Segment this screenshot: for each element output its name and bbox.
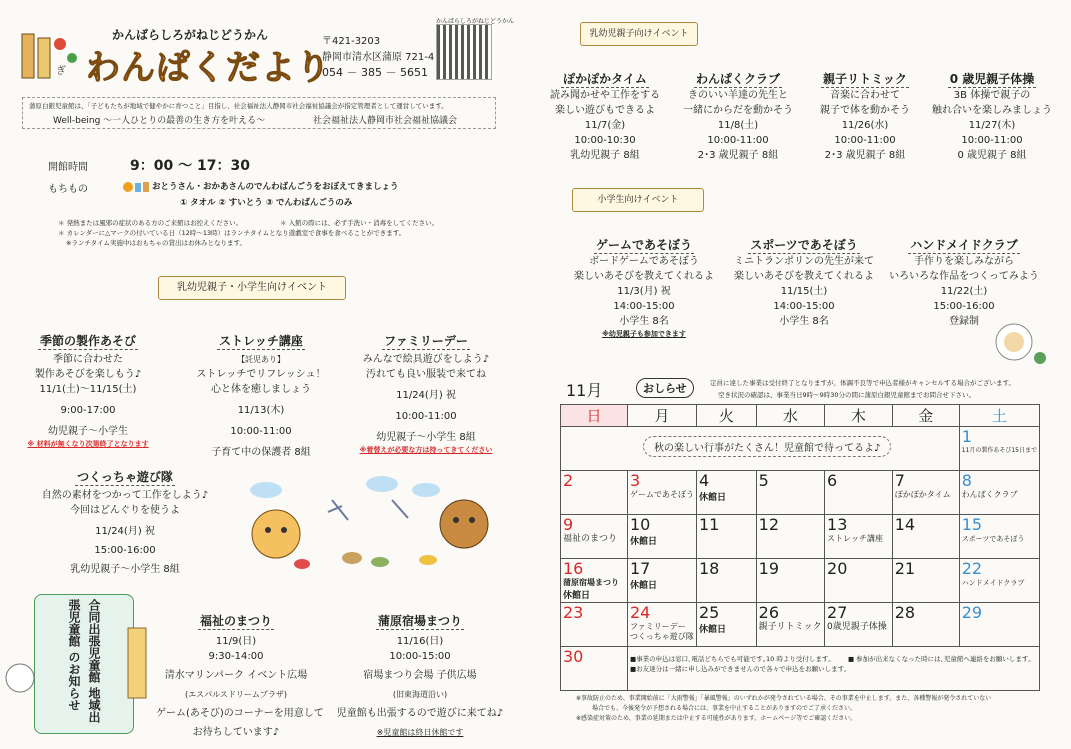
event-stretch xyxy=(176,330,346,460)
day-event: わんぱくクラブ xyxy=(961,490,1018,499)
event-sports xyxy=(724,234,884,329)
note-1: ＊ 発熱または風邪の症状のある方のご来館はお控えください。 xyxy=(58,219,243,227)
event-line: 触れ合いを楽しみましょう xyxy=(932,105,1052,116)
event-time: 10:00-11:00 xyxy=(834,135,896,146)
event-date: 11/26(水) xyxy=(841,120,889,131)
day-event: 蒲原宿場まつり xyxy=(563,578,619,587)
footer-note: 場合でも、今後発令が予想される場合には、事業を中止することがありますのでご了承ください。 xyxy=(592,705,857,712)
event-date: 11/22(土) xyxy=(940,286,988,297)
event-title: つくっちゃ遊び隊 xyxy=(77,470,173,484)
event-date: 11/7(金) xyxy=(584,120,626,131)
event-target: 乳幼児親子～小学生 8組 xyxy=(70,564,180,575)
day-cell[interactable] xyxy=(696,471,756,515)
intro-box xyxy=(22,97,496,129)
event-time: 14:00-15:00 xyxy=(613,301,675,312)
day-cell[interactable] xyxy=(627,603,696,647)
org-name: 社会福祉法人静岡市社会福祉協議会 xyxy=(313,116,458,126)
event-line: 楽しいあそびを教えてくれるよ xyxy=(574,271,714,282)
event-family-day xyxy=(346,330,506,455)
day-number: 3 xyxy=(629,471,641,490)
items-icon xyxy=(122,178,150,190)
event-target: 乳幼児親子 8組 xyxy=(570,150,640,161)
closed-day: 休館日 xyxy=(629,537,657,547)
day-number: 5 xyxy=(758,471,769,490)
day-number: 25 xyxy=(698,603,720,622)
event-title: 親子リトミック xyxy=(823,72,907,86)
day-cell[interactable] xyxy=(825,559,893,603)
closed-day: 休館日 xyxy=(629,581,657,591)
calendar-footer-cell xyxy=(627,647,1039,691)
day-event: ゲームであそぼう xyxy=(629,490,694,499)
day-number: 23 xyxy=(563,603,584,622)
day-event: 福祉のまつり xyxy=(563,534,618,544)
day-number: 24 xyxy=(629,603,651,622)
event-title: ゲームであそぼう xyxy=(595,238,692,252)
event-title: スポーツであそぼう xyxy=(750,238,858,252)
day-cell[interactable] xyxy=(627,515,696,559)
oshirase-badge: おしらせ xyxy=(636,378,694,398)
event-title: わんぱくクラブ xyxy=(695,72,780,86)
event-date: 11/24(月) 祝 xyxy=(95,526,155,537)
outreach-scroll xyxy=(34,594,134,734)
calendar-grid xyxy=(560,404,1040,691)
event-line: みんなで絵具遊びをしよう♪ xyxy=(362,354,490,365)
hours-label: 開館時間 xyxy=(48,162,88,173)
event-baby-exercise xyxy=(922,68,1062,163)
day-cell[interactable] xyxy=(561,471,628,515)
event-line: 親子で体を動かそう xyxy=(820,105,910,116)
qr-code[interactable] xyxy=(436,24,492,80)
weekday-fri: 金 xyxy=(892,405,959,427)
event-date: 11/1(土)～11/15(土) xyxy=(39,384,137,395)
day-event: ファミリーデー xyxy=(629,622,686,631)
day-number: 17 xyxy=(629,559,651,578)
event-rhythmic xyxy=(800,68,930,163)
event-line: いろいろな作品をつくってみよう xyxy=(889,271,1039,282)
event-title: ファミリーデー xyxy=(384,334,468,348)
event-date: 11/9(日) xyxy=(215,636,257,647)
event-time: 9:30-14:00 xyxy=(208,651,264,662)
animals-illustration xyxy=(232,470,512,580)
event-date: 11/13(木) xyxy=(237,405,285,416)
calendar-footer-2: ■お友達分は一緒に申し込みができませんので各々で申込をお願いします｡ xyxy=(629,665,848,673)
items-list: ① タオル ② すいとう ③ でんわばんごうのみ xyxy=(180,198,353,208)
event-shukuba-fest xyxy=(330,610,510,740)
event-title: ストレッチ講座 xyxy=(219,334,303,348)
event-line: 製作あそびを楽しもう♪ xyxy=(34,369,142,380)
day-cell[interactable] xyxy=(959,559,1039,603)
event-target: 2･3 歳児親子 8組 xyxy=(824,150,906,161)
day-number: 26 xyxy=(758,603,780,622)
event-line: 楽しい遊びもできるよ xyxy=(555,105,655,116)
event-time: 9:00-17:00 xyxy=(60,405,116,416)
day-number: 22 xyxy=(961,559,983,578)
calendar-banner: 秋の楽しい行事がたくさん！児童館で待ってるよ♪ xyxy=(643,436,891,457)
event-date: 11/24(月) 祝 xyxy=(396,390,456,401)
event-line: 児童館も出張するので遊びに来てね♪ xyxy=(336,708,504,719)
event-time: 15:00-16:00 xyxy=(94,545,156,556)
outreach-scroll-text: 合同出張児童館 地域出張児童館 のお知らせ xyxy=(67,599,101,724)
logo-pencils-icon xyxy=(20,30,82,80)
event-line: 手作りを楽しみながら xyxy=(914,256,1014,267)
day-event: つくっちゃ遊び隊 xyxy=(629,632,694,641)
event-line: きのいい羊達の先生と xyxy=(688,90,788,101)
day-cell[interactable] xyxy=(561,515,628,559)
event-handmade xyxy=(884,234,1044,329)
weekday-sun: 日 xyxy=(561,405,628,427)
event-line: 季節に合わせた xyxy=(53,354,123,365)
sheep-illustration xyxy=(990,318,1050,368)
day-number: 15 xyxy=(961,515,983,534)
event-time: 10:00-11:00 xyxy=(230,426,292,437)
day-cell[interactable] xyxy=(627,559,696,603)
event-target: 小学生 8名 xyxy=(779,316,829,327)
event-line: 3B 体操で親子の xyxy=(953,90,1031,101)
note-1b: ＊ 入館の際には、必ず手洗い・消毒をしてください。 xyxy=(280,219,439,227)
event-welfare-fest xyxy=(156,610,324,740)
day-cell[interactable] xyxy=(756,559,824,603)
event-target: 小学生 8名 xyxy=(619,316,669,327)
event-board-games xyxy=(564,234,724,339)
day-event: スポーツであそぼう xyxy=(961,535,1025,543)
day-number: 1 xyxy=(961,427,972,446)
event-date: 11/3(月) 祝 xyxy=(617,286,671,297)
day-event: ハンドメイドクラブ xyxy=(961,579,1025,587)
event-line: 汚れても良い服装で来てね xyxy=(366,369,486,380)
event-time: 10:00-11:00 xyxy=(961,135,1023,146)
event-title: 季節の製作あそび xyxy=(39,334,136,348)
day-number: 20 xyxy=(827,559,848,578)
day-event: 親子リトミック xyxy=(758,622,822,632)
event-line: 自然の素材をつかって工作をしよう♪ xyxy=(41,490,209,501)
calendar-notice-2: 空き状況の確認は、事業当日9時～9時30分の間に蒲原白銀児童館までお問合せ下さい。 xyxy=(718,391,976,399)
event-date: 11/8(土) xyxy=(717,120,759,131)
event-title: ぽかぽかタイム xyxy=(563,72,647,86)
footer-note: ※事故防止のため、事業開始前に「大雨警報」「暴風警報」のいずれかが発令されている場合、その事業を中止します。また、各種警報が発令されていない xyxy=(576,695,992,702)
qr-caption: かんばらしろがねじどうかん xyxy=(436,18,515,25)
day-number: 27 xyxy=(827,603,848,622)
calendar-banner-cell xyxy=(561,427,960,471)
day-cell[interactable] xyxy=(696,559,756,603)
address: 静岡市清水区蒲原 721-4 xyxy=(322,52,435,63)
weekday-tue: 火 xyxy=(696,405,756,427)
closed-day: 休館日 xyxy=(698,625,726,635)
closed-day: 休館日 xyxy=(563,591,591,601)
day-number: 10 xyxy=(629,515,651,534)
event-line: お待ちしています♪ xyxy=(192,727,280,738)
day-cell[interactable] xyxy=(892,515,959,559)
day-number: 11 xyxy=(698,515,720,534)
footer-note: ※感染症対策のため、事業の延期または中止する可能性があります。ホームページ等でご確認ください。 xyxy=(576,715,857,722)
banner-school-events: 小学生向けイベント xyxy=(572,188,704,212)
event-line: 【託児あり】 xyxy=(237,355,285,364)
day-cell[interactable] xyxy=(959,427,1039,471)
event-title: 0 歳児親子体操 xyxy=(949,72,1035,86)
weekday-thu: 木 xyxy=(825,405,893,427)
day-number: 13 xyxy=(827,515,848,534)
event-time: 10:00-15:00 xyxy=(389,651,451,662)
day-cell[interactable] xyxy=(825,515,893,559)
postal-code: 〒421-3203 xyxy=(322,36,381,47)
event-target: 登録制 xyxy=(949,316,979,327)
event-time: 15:00-16:00 xyxy=(933,301,995,312)
event-target: 幼児親子～小学生 xyxy=(48,426,128,437)
day-number: 8 xyxy=(961,471,972,490)
day-cell[interactable] xyxy=(959,515,1039,559)
event-note: ※ 材料が無くなり次第終了となります xyxy=(27,440,149,448)
event-date: 11/15(土) xyxy=(780,286,828,297)
day-cell[interactable] xyxy=(561,603,628,647)
day-number: 7 xyxy=(894,471,905,490)
event-time: 10:00-11:00 xyxy=(707,135,769,146)
day-cell[interactable] xyxy=(756,471,824,515)
day-cell[interactable] xyxy=(756,515,824,559)
page-title: わんぱくだより xyxy=(86,48,331,88)
kana-title: かんばらしろがねじどうかん xyxy=(112,28,269,42)
intro-text: 蒲原白銀児童館は、「子どもたちが地域で健やかに育つこと」目指し、社会福祉法人静岡市社会福祉協議会が指定管理者として運営しています。 xyxy=(29,102,448,110)
event-date: 11/27(木) xyxy=(968,120,1016,131)
wellbeing-motto: Well-being ～一人ひとりの最善の生き方を叶える～ xyxy=(53,116,266,126)
day-event: ストレッチ講座 xyxy=(827,534,883,543)
day-number: 30 xyxy=(563,647,584,666)
day-event: 0歳児親子体操 xyxy=(827,622,887,632)
event-line: 読み聞かせや工作をする xyxy=(550,90,660,101)
day-number: 4 xyxy=(698,471,710,490)
banner-mixed-events: 乳幼児親子・小学生向けイベント xyxy=(158,276,346,300)
day-cell[interactable] xyxy=(959,471,1039,515)
banner-infant-events: 乳幼児親子向けイベント xyxy=(580,22,698,46)
event-line: ストレッチでリフレッシュ！ xyxy=(196,369,326,380)
event-seasonal-craft xyxy=(8,330,168,449)
event-note: ※児童館は終日休館です xyxy=(376,728,464,737)
calendar-month: 11月 xyxy=(566,381,603,400)
day-number: 19 xyxy=(758,559,780,578)
day-cell[interactable] xyxy=(892,559,959,603)
day-event: ぽかぽかタイム xyxy=(894,490,951,499)
day-cell[interactable] xyxy=(561,647,628,691)
event-wanpaku-club xyxy=(670,68,806,163)
event-target: 0 歳児親子 8組 xyxy=(957,150,1027,161)
note-2: ＊ カレンダーに△マークの付いている日（12時～13時）はランチタイムとなり遊戯室で食事を食べることができます。 xyxy=(58,229,406,237)
event-place: 宿場まつり会場 子供広場 xyxy=(363,670,477,681)
event-date: 11/16(日) xyxy=(396,636,444,647)
event-line: 一緒にからだを動かそう xyxy=(683,105,793,116)
calendar-notice-1: 定員に達した事業は受付終了となりますが、体調不良等で申込者様がキャンセルする場合がございます。 xyxy=(710,379,1015,387)
event-tsukuccha xyxy=(20,466,230,577)
day-cell[interactable] xyxy=(627,471,696,515)
event-line: 今回はどんぐりを使うよ xyxy=(70,505,180,516)
event-title: 福祉のまつり xyxy=(199,614,272,628)
hours-value: 9：00 ～ 17：30 xyxy=(130,158,250,174)
day-cell[interactable] xyxy=(696,515,756,559)
event-time: 10:00-11:00 xyxy=(395,411,457,422)
calendar-footer-1b: ■ 参加が出来なくなった時には､児童館へ連絡をお願いします｡ xyxy=(847,655,1032,663)
day-cell[interactable] xyxy=(825,471,893,515)
event-line: ボードゲームであそぼう xyxy=(589,256,699,267)
event-line: 心と体を癒しましょう xyxy=(211,384,311,395)
items-label: もちもの xyxy=(48,184,88,195)
event-place: 清水マリンパーク イベント広場 xyxy=(164,670,308,681)
event-note: ※着替えが必要な方は持ってきてください xyxy=(359,446,493,454)
day-number: 12 xyxy=(758,515,780,534)
day-number: 21 xyxy=(894,559,916,578)
day-number: 16 xyxy=(563,559,584,578)
event-note: ※幼児親子も参加できます xyxy=(602,330,686,338)
closed-day: 休館日 xyxy=(698,493,726,503)
calendar-footer-1: ■事業の申込は窓口､電話どちらでも可能です｡10 時より受付します｡ xyxy=(629,655,832,663)
event-place-sub: (エスパルスドリームプラザ) xyxy=(184,690,287,699)
event-line: 楽しいあそびを教えてくれるよ xyxy=(734,271,874,282)
event-title: 蒲原宿場まつり xyxy=(377,614,462,628)
event-target: 2･3 歳児親子 8組 xyxy=(697,150,779,161)
day-number: 9 xyxy=(563,515,574,534)
svg-text:ぎ: ぎ xyxy=(56,66,66,77)
day-number: 18 xyxy=(698,559,720,578)
day-cell[interactable] xyxy=(892,603,959,647)
note-3: ※ランチタイム実施中はおもちゃの貸出はお休みとなります。 xyxy=(66,239,246,247)
day-cell[interactable] xyxy=(561,559,628,603)
event-time: 10:00-10:30 xyxy=(574,135,636,146)
day-number: 29 xyxy=(961,603,983,622)
day-number: 14 xyxy=(894,515,916,534)
event-line: ミニトランポリンの先生が来て xyxy=(734,256,874,267)
day-cell[interactable] xyxy=(696,603,756,647)
day-cell[interactable] xyxy=(892,471,959,515)
day-cell[interactable] xyxy=(959,603,1039,647)
day-event: 11月の製作あそび15日まで xyxy=(961,447,1037,454)
items-note: おとうさん・おかあさんのでんわばんごうをおぼえてきましょう xyxy=(152,182,399,192)
event-target: 幼児親子～小学生 8組 xyxy=(376,432,476,443)
day-cell[interactable] xyxy=(825,603,893,647)
phone-number: 054 － 385 － 5651 xyxy=(322,66,428,79)
weekday-mon: 月 xyxy=(627,405,696,427)
day-number: 28 xyxy=(894,603,916,622)
weekday-sat: 土 xyxy=(959,405,1039,427)
footer-notes xyxy=(576,694,1056,724)
day-number: 2 xyxy=(563,471,574,490)
day-number: 6 xyxy=(827,471,838,490)
event-title: ハンドメイドクラブ xyxy=(910,238,1018,252)
event-target: 子育て中の保護者 8組 xyxy=(211,447,311,458)
event-time: 14:00-15:00 xyxy=(773,301,835,312)
weekday-wed: 水 xyxy=(756,405,824,427)
event-place-sub: (旧東海道沿い) xyxy=(392,690,448,699)
event-line: 音楽に合わせて xyxy=(830,90,900,101)
event-line: ゲーム(あそび)のコーナーを用意して xyxy=(156,708,324,719)
event-pokapoka xyxy=(534,68,676,163)
day-cell[interactable] xyxy=(756,603,824,647)
